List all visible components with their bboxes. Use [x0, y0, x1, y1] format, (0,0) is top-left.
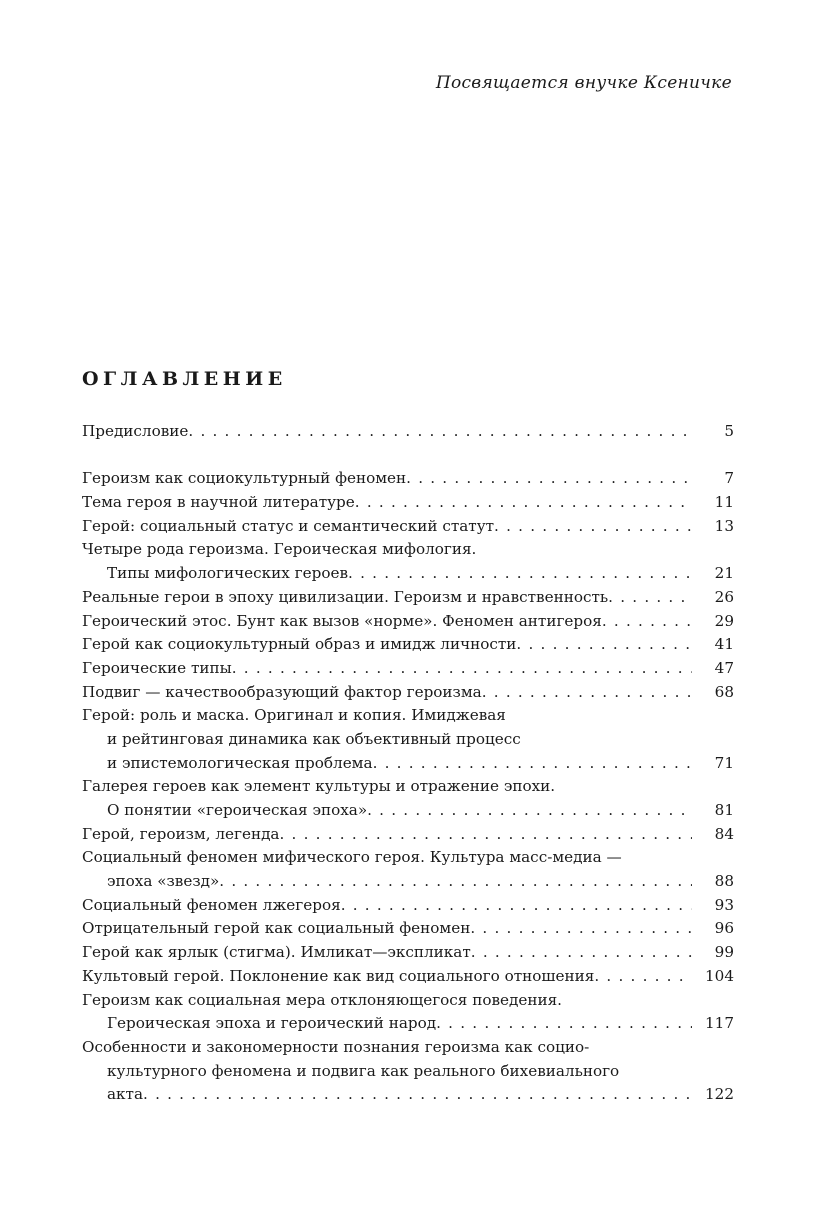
toc-entry-page: 13: [714, 516, 734, 535]
toc-entry-title: Героический этос. Бунт как вызов «норме». Феномен антигероя: [82, 611, 602, 630]
toc-entry[interactable]: [82, 894, 734, 918]
toc-entry[interactable]: [82, 681, 734, 705]
toc-entry-title-line: и рейтинговая динамика как объективный процесс: [107, 729, 521, 748]
toc-entry[interactable]: [82, 917, 734, 941]
dot-leader: [594, 965, 692, 989]
toc-entry[interactable]: [82, 491, 734, 515]
toc-entry-title: Типы мифологических героев: [107, 564, 349, 583]
toc-entry-title-line: культурного феномена и подвига как реального бихевиального: [107, 1061, 620, 1080]
dot-leader: [232, 657, 692, 681]
dot-leader: [602, 610, 692, 634]
toc-entry[interactable]: [82, 420, 734, 444]
dot-leader: [348, 562, 692, 586]
toc-entry[interactable]: [82, 775, 734, 822]
toc-entry[interactable]: [82, 586, 734, 610]
toc-entry[interactable]: [82, 657, 734, 681]
toc-entry-page: 122: [705, 1085, 734, 1104]
toc-entry-title: Герой: социальный статус и семантический статут: [82, 516, 495, 535]
toc-entry-title: акта: [107, 1085, 144, 1104]
dot-leader: [188, 420, 692, 444]
dot-leader: [341, 894, 692, 918]
toc-entry-title: Отрицательный герой как социальный феномен: [82, 919, 471, 938]
toc-entry-title: Культовый герой. Поклонение как вид социального отношения: [82, 966, 595, 985]
toc-entry-title: Герой как социокультурный образ и имидж личности: [82, 635, 517, 654]
toc-entry[interactable]: [82, 467, 734, 491]
toc-entry-page: 47: [714, 658, 734, 677]
toc-entry-page: 5: [724, 422, 734, 440]
dot-leader: [471, 941, 692, 965]
toc-entry[interactable]: [82, 610, 734, 634]
toc-entry-page: 26: [714, 587, 734, 606]
toc-entry-page: 7: [724, 469, 734, 488]
dot-leader: [406, 467, 692, 491]
toc-entry-title: Предисловие: [82, 422, 189, 440]
toc-entry-title-line: Особенности и закономерности познания героизма как социо-: [82, 1037, 590, 1056]
toc-entry[interactable]: [82, 538, 734, 585]
toc-entry-page: 104: [705, 966, 734, 985]
toc-entry-title-line: Четыре рода героизма. Героическая мифология.: [82, 540, 477, 559]
toc-entry-title: О понятии «героическая эпоха»: [107, 801, 368, 819]
dedication: Посвящается внучке Ксеничке: [435, 73, 732, 93]
toc-entry-title: Герой, героизм, легенда: [82, 824, 280, 843]
toc-entry-title: и эпистемологическая проблема: [107, 753, 373, 772]
dot-leader: [516, 633, 692, 657]
toc-entry-page: 11: [714, 493, 734, 512]
toc-entry-page: 71: [714, 753, 734, 772]
toc-entry[interactable]: [82, 515, 734, 539]
toc-entry-page: 84: [714, 824, 734, 843]
toc-entry-title-line: Героизм как социальная мера отклоняющегося поведения.: [82, 990, 563, 1009]
toc-entry-title: Подвиг — качествообразующий фактор героизма: [82, 682, 482, 701]
dot-leader: [608, 586, 692, 610]
toc-entry-page: 21: [714, 564, 734, 583]
toc-entry-page: 117: [705, 1014, 734, 1033]
toc-entry-title: Социальный феномен лжегероя: [82, 895, 341, 914]
toc-entry-title: Герой как ярлык (стигма). Имликат—экспликат: [82, 943, 471, 962]
toc-entry[interactable]: [82, 704, 734, 775]
toc-entry-page: 41: [714, 635, 734, 654]
toc-entry-title: Героическая эпоха и героический народ: [107, 1014, 437, 1033]
dot-leader: [219, 870, 692, 894]
toc-title: ОГЛАВЛЕНИЕ: [82, 368, 287, 390]
toc-entry-title-line: Герой: роль и маска. Оригинал и копия. Имиджевая: [82, 706, 506, 725]
toc-entry[interactable]: [82, 633, 734, 657]
toc-entry-page: 93: [714, 895, 734, 914]
toc-entry[interactable]: [82, 823, 734, 847]
toc-entry[interactable]: [82, 1036, 734, 1107]
toc-entry-title: Тема героя в научной литературе: [82, 493, 355, 512]
toc-entry[interactable]: [82, 846, 734, 893]
dot-leader: [436, 1012, 692, 1036]
toc-entry-title: Героические типы: [82, 658, 232, 677]
dot-leader: [279, 823, 692, 847]
dot-leader: [373, 752, 692, 776]
toc-entry-page: 88: [714, 872, 734, 891]
toc-entry[interactable]: [82, 989, 734, 1036]
dot-leader: [367, 799, 692, 823]
table-of-contents: [82, 420, 734, 1107]
toc-entry-title: Реальные герои в эпоху цивилизации. Героизм и нравственность: [82, 587, 609, 606]
toc-entry-page: 68: [714, 682, 734, 701]
dot-leader: [494, 515, 692, 539]
dot-leader: [355, 491, 692, 515]
dot-leader: [143, 1083, 692, 1107]
toc-entry-title-line: Социальный феномен мифического героя. Культура масс-медиа —: [82, 848, 622, 867]
toc-entry[interactable]: [82, 965, 734, 989]
toc-entry-page: 81: [714, 801, 734, 819]
toc-entry-title: эпоха «звезд»: [107, 872, 220, 891]
toc-entry-title: Героизм как социокультурный феномен: [82, 469, 407, 488]
toc-entry[interactable]: [82, 941, 734, 965]
dot-leader: [482, 681, 692, 705]
toc-entry-page: 99: [714, 943, 734, 962]
toc-entry-page: 96: [714, 919, 734, 938]
dot-leader: [470, 917, 692, 941]
toc-entry-title-line: Галерея героев как элемент культуры и отражение эпохи.: [82, 777, 556, 796]
toc-entry-page: 29: [714, 611, 734, 630]
